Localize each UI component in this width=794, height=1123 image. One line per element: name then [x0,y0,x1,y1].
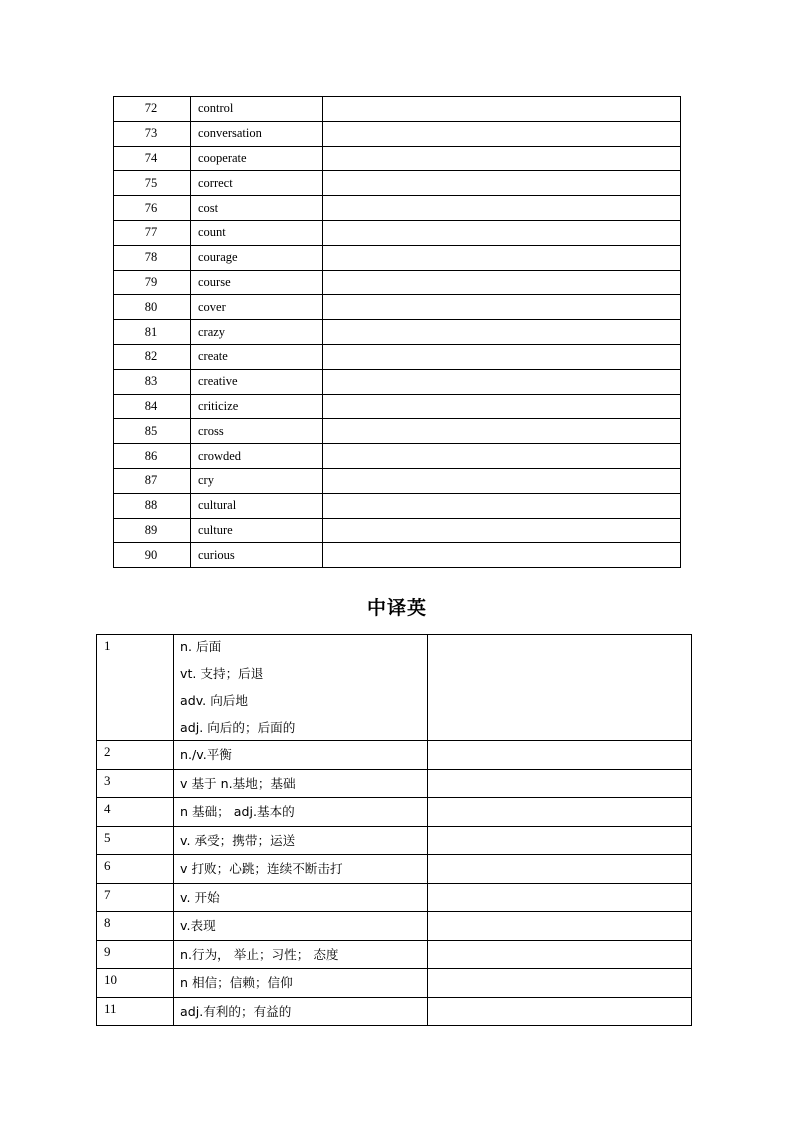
row-number: 84 [114,394,191,419]
english-word: crazy [191,320,323,345]
row-number: 6 [97,855,174,884]
answer-cell[interactable] [428,741,692,770]
vocab-row [114,369,681,394]
row-number: 5 [97,826,174,855]
meaning-line: adj. 向后的；后面的 [180,720,296,735]
english-word: cover [191,295,323,320]
answer-cell[interactable] [323,295,681,320]
vocab-row [114,493,681,518]
answer-cell[interactable] [323,369,681,394]
chinese-to-english-table [96,634,692,1026]
vocab-row [114,121,681,146]
vocab-row [114,97,681,122]
english-word: cross [191,419,323,444]
row-number: 2 [97,741,174,770]
meaning-row [97,741,692,770]
row-number: 88 [114,493,191,518]
answer-cell[interactable] [428,969,692,998]
row-number: 89 [114,518,191,543]
answer-cell[interactable] [428,912,692,941]
meaning-row [97,969,692,998]
row-number: 77 [114,220,191,245]
row-number: 78 [114,245,191,270]
meaning-line: adv. 向后地 [180,693,248,708]
english-word: crowded [191,444,323,469]
english-word: cultural [191,493,323,518]
meaning-row [97,912,692,941]
row-number: 11 [97,997,174,1026]
row-number: 82 [114,344,191,369]
answer-cell[interactable] [428,855,692,884]
chinese-to-english-table-body [97,635,692,1026]
meaning-line: vt. 支持；后退 [180,666,264,681]
english-word: creative [191,369,323,394]
vocab-row [114,171,681,196]
answer-cell[interactable] [323,245,681,270]
chinese-meaning [174,635,428,741]
vocab-row [114,344,681,369]
chinese-meaning [174,969,428,998]
chinese-meaning [174,769,428,798]
vocab-row [114,270,681,295]
meaning-row [97,883,692,912]
row-number: 10 [97,969,174,998]
answer-cell[interactable] [323,518,681,543]
meaning-line: n. 后面 [180,639,222,654]
row-number: 72 [114,97,191,122]
answer-cell[interactable] [323,220,681,245]
row-number: 85 [114,419,191,444]
english-word: correct [191,171,323,196]
answer-cell[interactable] [323,171,681,196]
answer-cell[interactable] [323,543,681,568]
vocab-row [114,320,681,345]
row-number: 90 [114,543,191,568]
row-number: 79 [114,270,191,295]
vocab-row [114,146,681,171]
vocab-row [114,245,681,270]
meaning-row [97,798,692,827]
meaning-line: v.表现 [180,918,216,933]
vocab-row [114,518,681,543]
chinese-meaning [174,855,428,884]
row-number: 76 [114,196,191,221]
row-number: 8 [97,912,174,941]
row-number: 1 [97,635,174,741]
english-word: courage [191,245,323,270]
answer-cell[interactable] [323,468,681,493]
english-word: curious [191,543,323,568]
answer-cell[interactable] [428,635,692,741]
chinese-meaning [174,798,428,827]
meaning-line: n 基础； adj.基本的 [180,804,295,819]
row-number: 86 [114,444,191,469]
meaning-line: n.行为， 举止；习性； 态度 [180,946,339,962]
row-number: 87 [114,468,191,493]
answer-cell[interactable] [323,270,681,295]
meaning-line: v 基于 n.基地；基础 [180,775,296,791]
chinese-meaning [174,912,428,941]
chinese-meaning [174,741,428,770]
answer-cell[interactable] [323,320,681,345]
english-word: create [191,344,323,369]
row-number: 7 [97,883,174,912]
meaning-row [97,997,692,1026]
answer-cell[interactable] [428,883,692,912]
answer-cell[interactable] [323,493,681,518]
chinese-meaning [174,940,428,969]
answer-cell[interactable] [428,940,692,969]
english-word: control [191,97,323,122]
answer-cell[interactable] [323,344,681,369]
english-word: criticize [191,394,323,419]
answer-cell[interactable] [323,419,681,444]
meaning-row [97,940,692,969]
vocab-row [114,220,681,245]
meaning-row [97,769,692,798]
row-number: 9 [97,940,174,969]
row-number: 73 [114,121,191,146]
vocab-row [114,468,681,493]
english-word: cooperate [191,146,323,171]
meaning-line: n 相信；信赖；信仰 [180,975,293,990]
answer-cell[interactable] [323,97,681,122]
row-number: 74 [114,146,191,171]
meaning-line: v. 承受；携带；运送 [180,832,296,848]
row-number: 81 [114,320,191,345]
answer-cell[interactable] [428,769,692,798]
answer-cell[interactable] [323,444,681,469]
row-number: 3 [97,769,174,798]
section-title-chinese-to-english: 中译英 [366,597,427,619]
vocab-row [114,196,681,221]
answer-cell[interactable] [428,997,692,1026]
row-number: 75 [114,171,191,196]
meaning-row [97,826,692,855]
meaning-line: v. 开始 [180,889,220,905]
chinese-meaning [174,997,428,1026]
answer-cell[interactable] [428,826,692,855]
answer-cell[interactable] [428,798,692,827]
english-word: cry [191,468,323,493]
meaning-line: v 打败；心跳；连续不断击打 [180,861,343,876]
meaning-line: adj.有利的；有益的 [180,1003,292,1019]
vocab-row [114,444,681,469]
row-number: 4 [97,798,174,827]
row-number: 83 [114,369,191,394]
vocab-row [114,543,681,568]
chinese-meaning [174,826,428,855]
answer-cell[interactable] [323,121,681,146]
meaning-row [97,635,692,741]
chinese-meaning [174,883,428,912]
english-word: conversation [191,121,323,146]
english-word: course [191,270,323,295]
english-word: count [191,220,323,245]
row-number: 80 [114,295,191,320]
english-to-chinese-table [113,96,681,568]
meaning-line: n./v.平衡 [180,747,232,762]
meaning-row [97,855,692,884]
vocab-row [114,419,681,444]
answer-cell[interactable] [323,394,681,419]
english-word: cost [191,196,323,221]
answer-cell[interactable] [323,196,681,221]
english-word: culture [191,518,323,543]
vocab-row [114,394,681,419]
vocab-row [114,295,681,320]
answer-cell[interactable] [323,146,681,171]
english-to-chinese-table-body [114,97,681,568]
